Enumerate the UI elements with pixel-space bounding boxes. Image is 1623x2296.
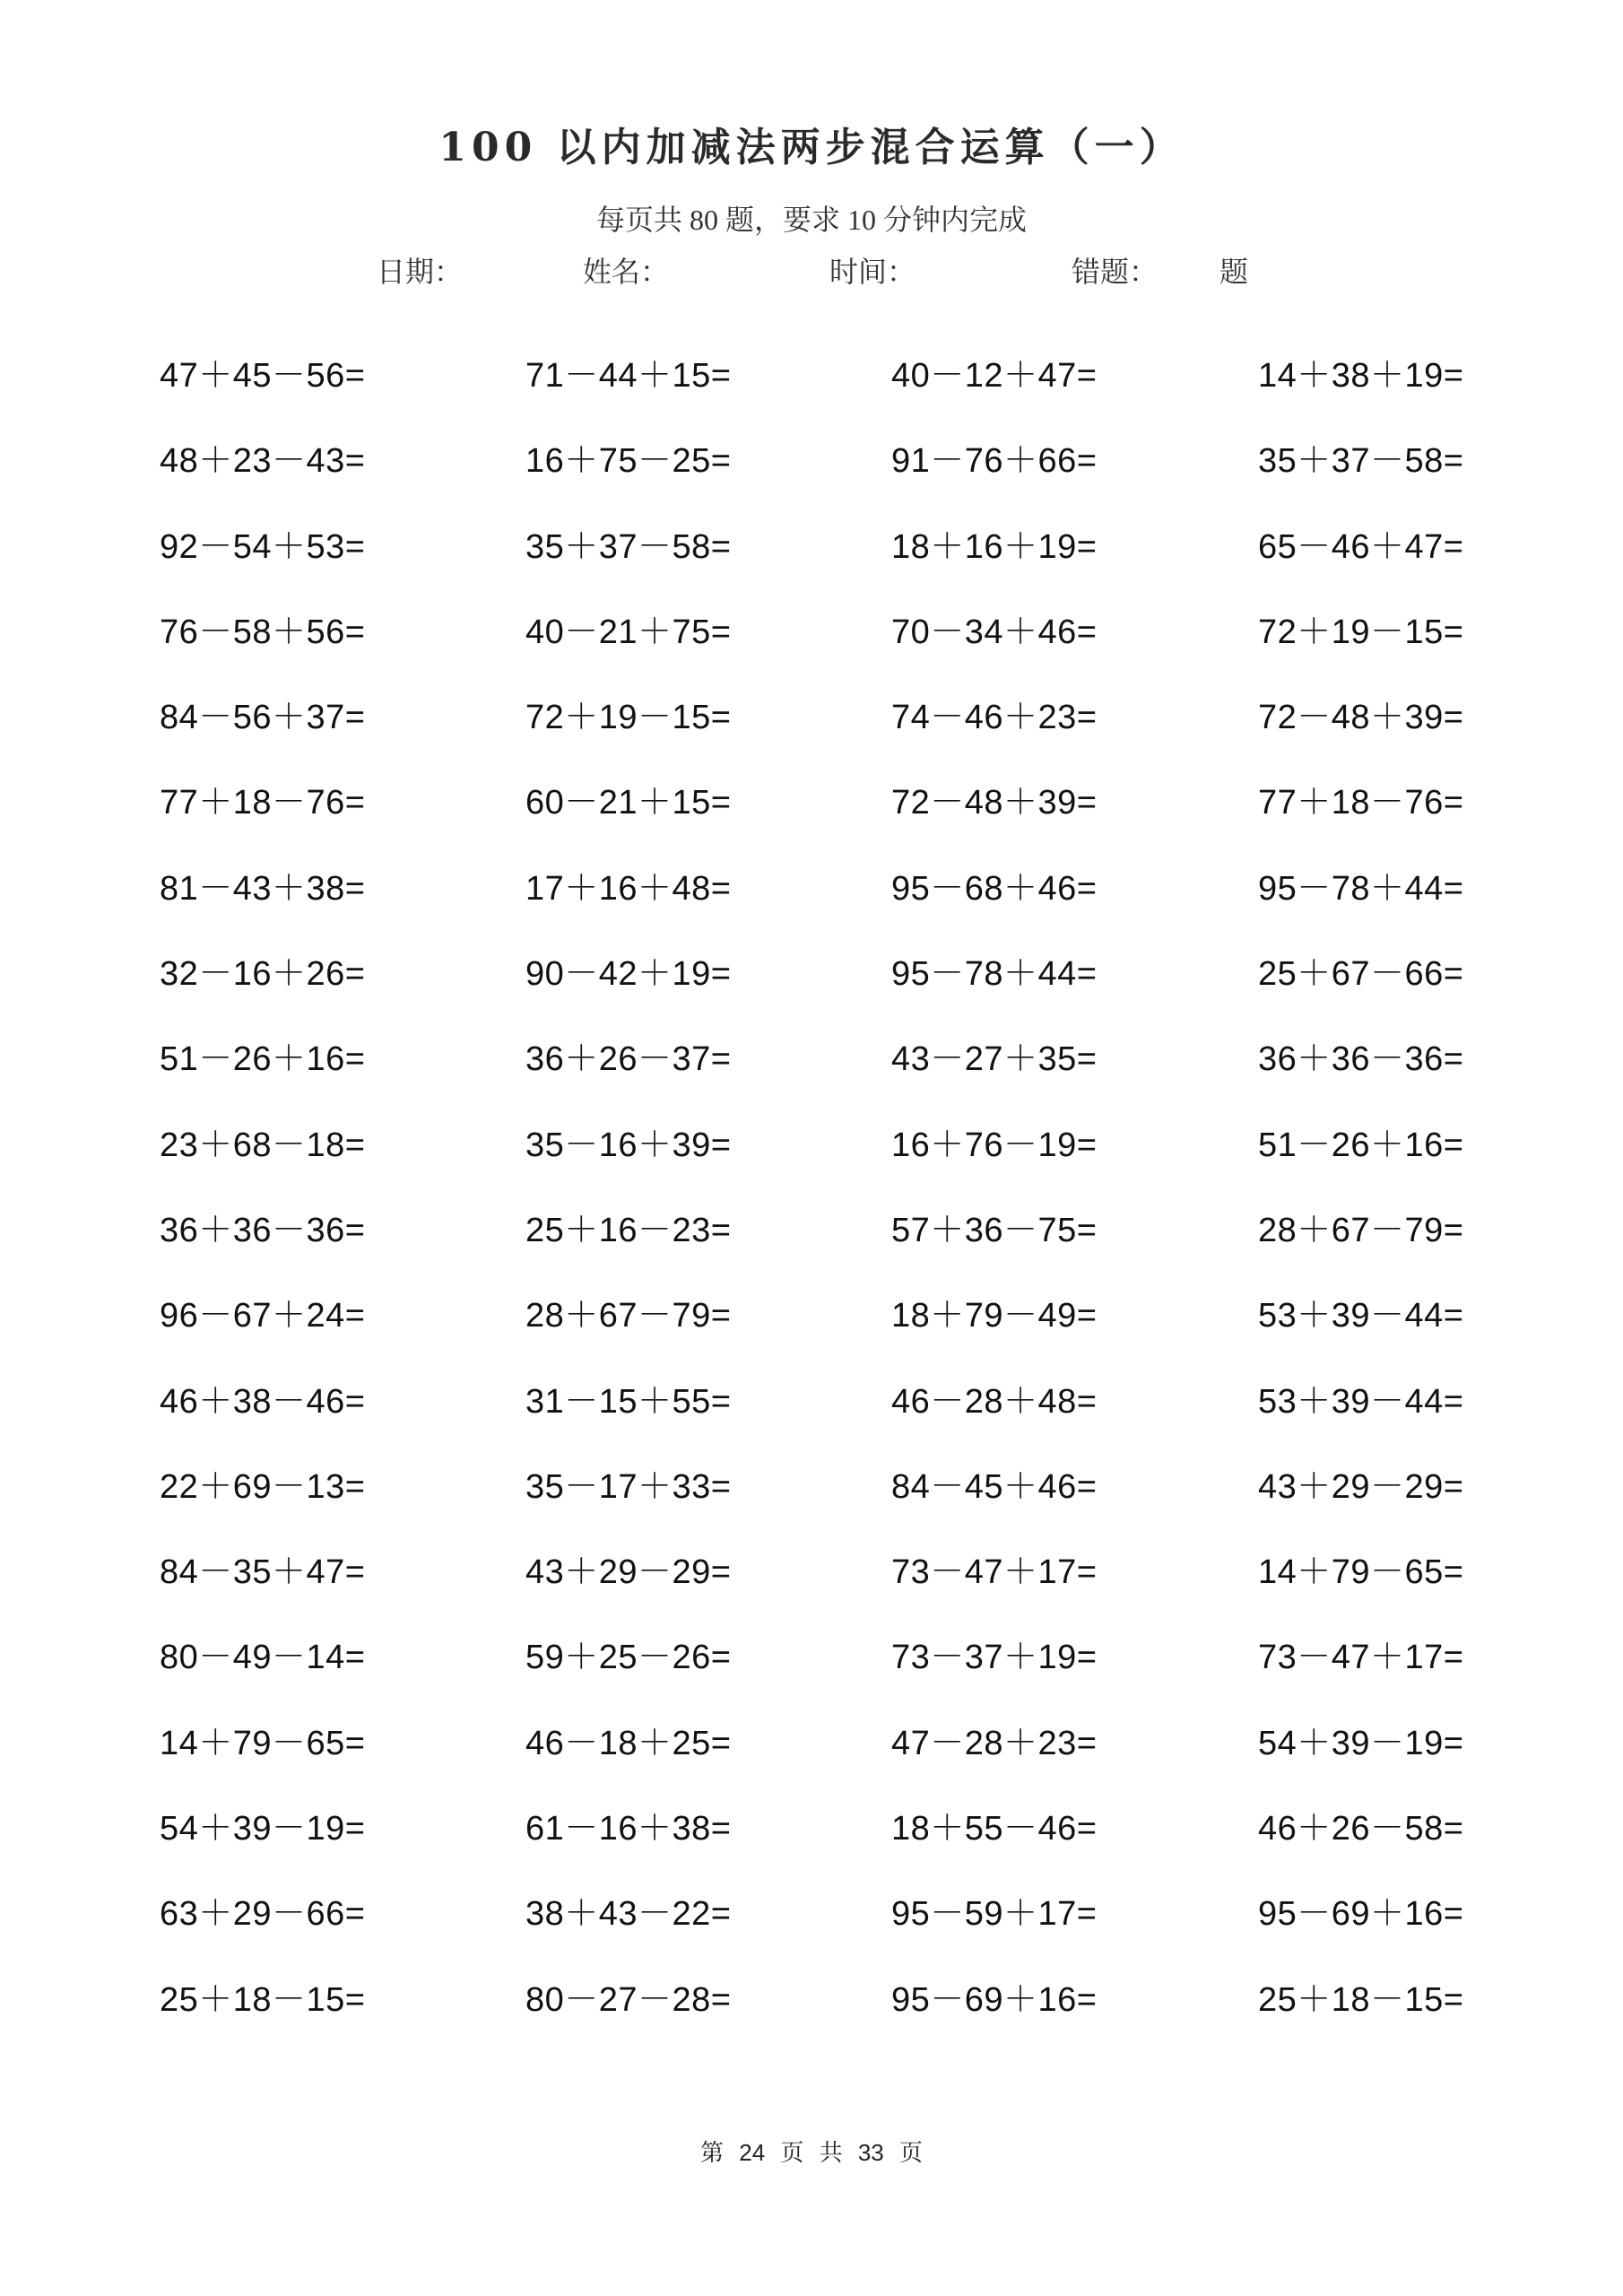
problem: 77＋18－76= [160, 784, 366, 822]
problem: 96－67＋24= [160, 1297, 366, 1335]
problem-row [160, 612, 1623, 697]
problem: 73－47＋17= [891, 1553, 1098, 1592]
problem: 72＋19－15= [1258, 613, 1464, 651]
problem: 46＋26－58= [1258, 1810, 1464, 1848]
problem: 47＋45－56= [160, 357, 366, 395]
problem: 25＋67－66= [1258, 955, 1464, 994]
time-field-label: 时间： [829, 256, 916, 288]
problem: 43＋29－29= [525, 1553, 732, 1592]
problem: 74－46＋23= [891, 699, 1098, 737]
problem: 92－54＋53= [160, 527, 366, 566]
problem: 35＋37－58= [1258, 442, 1464, 481]
problem: 70－34＋46= [891, 613, 1098, 651]
problem: 84－56＋37= [160, 699, 366, 737]
problem-row [160, 697, 1623, 782]
problem: 18＋16＋19= [891, 527, 1098, 566]
problem-grid [160, 355, 1623, 2065]
problem: 38＋43－22= [525, 1895, 732, 1934]
problem: 18＋55－46= [891, 1810, 1098, 1848]
problem: 95－78＋44= [891, 955, 1098, 994]
problem: 51－26＋16= [1258, 1126, 1464, 1164]
problem-row [160, 1295, 1623, 1380]
errors-field-label: 错题： [1072, 256, 1159, 288]
problem: 72－48＋39= [891, 784, 1098, 822]
problem: 35－16＋39= [525, 1126, 732, 1164]
problem: 76－58＋56= [160, 613, 366, 651]
problem: 46－28＋48= [891, 1382, 1098, 1421]
problem-row [160, 1552, 1623, 1637]
problem: 46＋38－46= [160, 1382, 366, 1421]
problem: 53＋39－44= [1258, 1297, 1464, 1335]
problem: 23＋68－18= [160, 1126, 366, 1164]
problem-row [160, 1723, 1623, 1808]
problem: 25＋18－15= [160, 1980, 366, 2019]
problem: 80－27－28= [525, 1980, 732, 2019]
problem: 48＋23－43= [160, 442, 366, 481]
problem: 73－37＋19= [891, 1639, 1098, 1677]
problem: 14＋79－65= [1258, 1553, 1464, 1592]
problem-row [160, 868, 1623, 953]
problem: 72－48＋39= [1258, 699, 1464, 737]
problem: 40－21＋75= [525, 613, 732, 651]
problem: 17＋16＋48= [525, 869, 732, 908]
problem: 47－28＋23= [891, 1724, 1098, 1762]
page-title: 100 以内加减法两步混合运算（一） [438, 125, 1185, 170]
date-field-label: 日期： [377, 256, 464, 288]
problem: 25＋16－23= [525, 1211, 732, 1249]
problem: 80－49－14= [160, 1639, 366, 1677]
problem-row [160, 526, 1623, 612]
problem: 95－69＋16= [891, 1980, 1098, 2019]
problem: 53＋39－44= [1258, 1382, 1464, 1421]
page-number: 第 24 页 共 33 页 [700, 2139, 923, 2166]
problem: 61－16＋38= [525, 1810, 732, 1848]
problem: 32－16＋26= [160, 955, 366, 994]
problem-row [160, 1210, 1623, 1295]
problem: 36＋36－36= [160, 1211, 366, 1249]
problem: 35－17＋33= [525, 1467, 732, 1506]
problem: 65－46＋47= [1258, 527, 1464, 566]
problem: 14＋79－65= [160, 1724, 366, 1762]
problem-row [160, 1466, 1623, 1552]
problem: 22＋69－13= [160, 1467, 366, 1506]
problem-row [160, 440, 1623, 526]
problem: 18＋79－49= [891, 1297, 1098, 1335]
problem: 95－78＋44= [1258, 869, 1464, 908]
problem: 84－35＋47= [160, 1553, 366, 1592]
problem: 35＋37－58= [525, 527, 732, 566]
problem: 31－15＋55= [525, 1382, 732, 1421]
problem: 95－59＋17= [891, 1895, 1098, 1934]
problem-row [160, 1637, 1623, 1722]
problem-row [160, 355, 1623, 440]
problem: 73－47＋17= [1258, 1639, 1464, 1677]
problem: 16＋75－25= [525, 442, 732, 481]
problem: 77＋18－76= [1258, 784, 1464, 822]
problem: 28＋67－79= [525, 1297, 732, 1335]
name-field-label: 姓名： [583, 256, 670, 288]
problem: 28＋67－79= [1258, 1211, 1464, 1249]
problem: 36＋26－37= [525, 1040, 732, 1079]
problem-row [160, 782, 1623, 867]
problem: 40－12＋47= [891, 357, 1098, 395]
problem: 16＋76－19= [891, 1126, 1098, 1164]
problem: 90－42＋19= [525, 955, 732, 994]
problem-row [160, 1808, 1623, 1893]
problem: 59＋25－26= [525, 1639, 732, 1677]
problem: 72＋19－15= [525, 699, 732, 737]
problem-row [160, 1039, 1623, 1124]
problem: 71－44＋15= [525, 357, 732, 395]
problem-row [160, 1893, 1623, 1979]
problem: 95－68＋46= [891, 869, 1098, 908]
problem-row [160, 953, 1623, 1039]
problem: 46－18＋25= [525, 1724, 732, 1762]
problem-row [160, 1381, 1623, 1466]
problem: 36＋36－36= [1258, 1040, 1464, 1079]
problem: 91－76＋66= [891, 442, 1098, 481]
problem: 25＋18－15= [1258, 1980, 1464, 2019]
instructions: 每页共 80 题，要求 10 分钟内完成 [595, 204, 1027, 236]
problem: 57＋36－75= [891, 1211, 1098, 1249]
problem: 51－26＋16= [160, 1040, 366, 1079]
problem: 60－21＋15= [525, 784, 732, 822]
problem: 95－69＋16= [1258, 1895, 1464, 1934]
problem-row [160, 1979, 1623, 2065]
errors-unit-label: 题 [1219, 256, 1249, 288]
problem: 43－27＋35= [891, 1040, 1098, 1079]
problem-row [160, 1125, 1623, 1210]
problem: 54＋39－19= [160, 1810, 366, 1848]
problem: 43＋29－29= [1258, 1467, 1464, 1506]
problem: 54＋39－19= [1258, 1724, 1464, 1762]
problem: 84－45＋46= [891, 1467, 1098, 1506]
problem: 14＋38＋19= [1258, 357, 1464, 395]
problem: 63＋29－66= [160, 1895, 366, 1934]
problem: 81－43＋38= [160, 869, 366, 908]
